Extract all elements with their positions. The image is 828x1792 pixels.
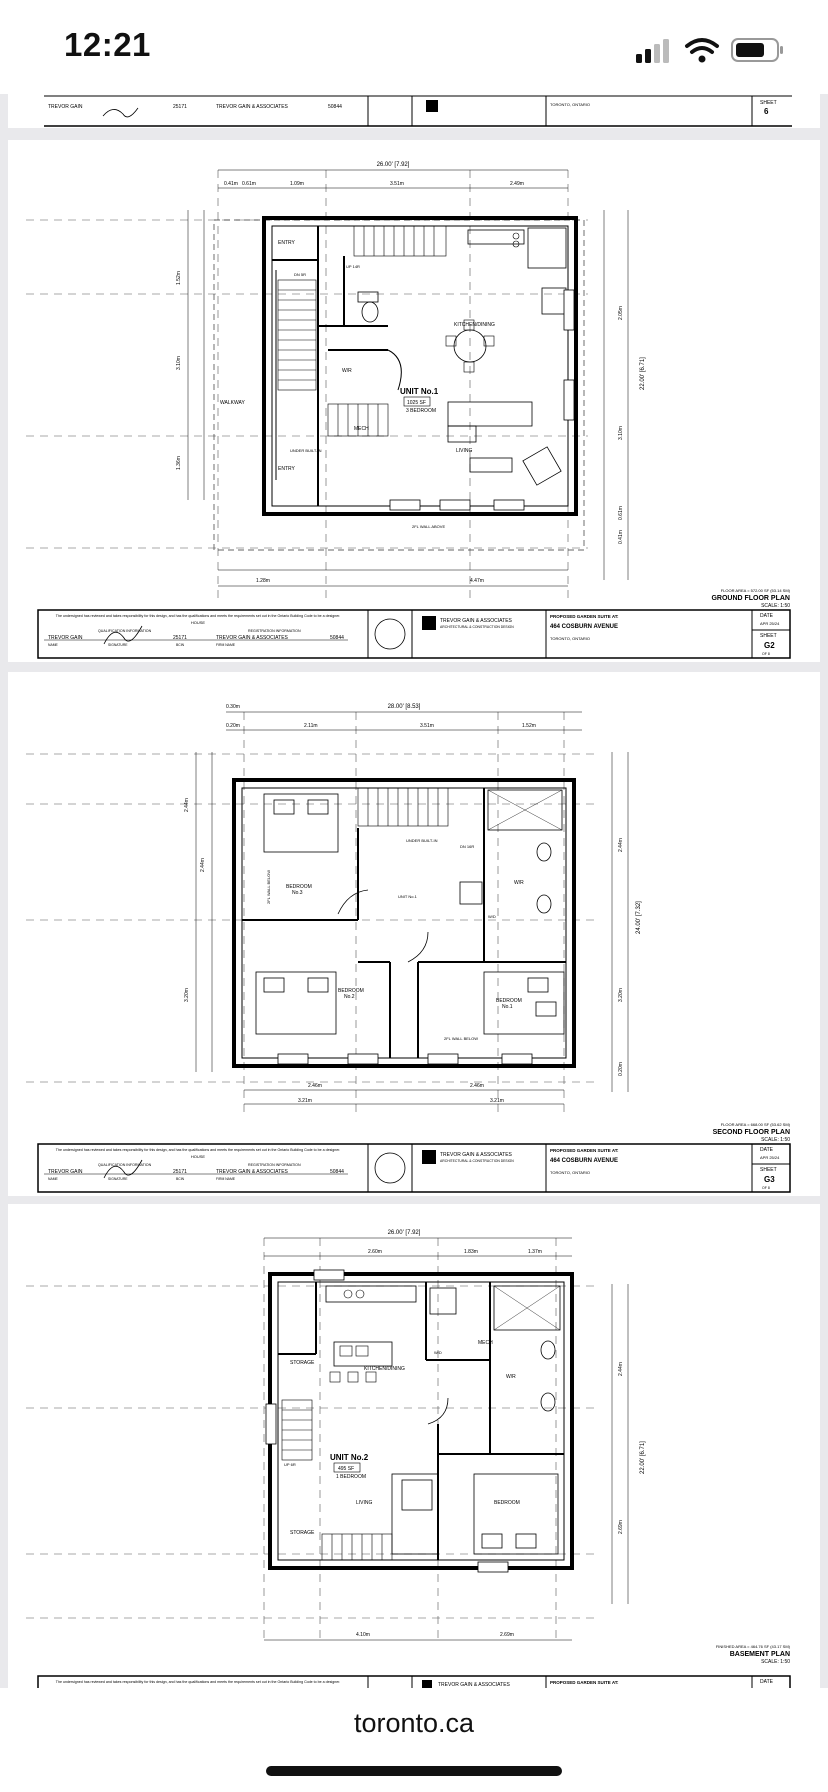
sheet-number: G3 (764, 1175, 775, 1184)
wall-below-note: 2FL WALL BELOW (266, 869, 271, 904)
room-label-mech: MECH (354, 426, 369, 432)
project-address: 464 COSBURN AVENUE (550, 624, 619, 630)
unit-bedrooms: 3 BEDROOM (406, 408, 437, 414)
city: TORONTO, ONTARIO (550, 102, 591, 107)
designer-bcin: 25171 (173, 1169, 187, 1175)
dim-label: 4.47m (470, 578, 484, 584)
dim-label: 1.28m (256, 578, 270, 584)
category-label: HOUSE (190, 620, 206, 625)
room-label-bedroom-2-no: No.2 (344, 994, 355, 1000)
sheet-number: G2 (764, 641, 775, 650)
wall-below-note: 2FL WALL BELOW (444, 1036, 479, 1041)
firm-logo-text: TREVOR GAIN & ASSOCIATES (440, 618, 512, 624)
dim-label: 2.44m (200, 858, 206, 872)
overall-depth-dim: 22.00' [6.71] (640, 1441, 646, 1474)
dim-label: 3.10m (618, 426, 624, 440)
ground-floor-drawing (8, 140, 820, 662)
unit-bedrooms: 1 BEDROOM (336, 1474, 367, 1480)
plan-sheet-partial (8, 94, 820, 128)
dim-label: 1.37m (528, 1249, 542, 1255)
room-label-wd: W/D (488, 914, 496, 919)
date-value: APR 25/24 (760, 1155, 780, 1160)
plan-title: GROUND FLOOR PLAN (711, 595, 790, 602)
dim-label: 3.21m (298, 1098, 312, 1104)
dim-label: 0.61m (242, 181, 256, 187)
dim-label: 2.69m (500, 1632, 514, 1638)
dim-label: 3.51m (420, 723, 434, 729)
designer-name: TREVOR GAIN (48, 104, 83, 110)
firm-logo-icon (422, 1150, 436, 1164)
category-label: HOUSE (190, 1154, 206, 1159)
firm-logo-text: TREVOR GAIN & ASSOCIATES (438, 1682, 510, 1688)
battery-icon (732, 39, 783, 61)
dim-label: 3.21m (490, 1098, 504, 1104)
dim-label: 3.10m (176, 356, 182, 370)
seal-stamp (375, 1153, 405, 1183)
city: TORONTO, ONTARIO (550, 636, 591, 641)
sheet-of: OF 8 (762, 1186, 770, 1190)
designer-bcin: 25171 (173, 104, 187, 110)
date-label: DATE (760, 1147, 773, 1153)
room-label-walkway: WALKWAY (220, 400, 245, 406)
dim-label: 0.61m (618, 506, 624, 520)
firm-label: FIRM NAME (216, 643, 236, 647)
builtin-note: UNDER BUILT-IN (406, 838, 438, 843)
dim-label: 3.20m (618, 988, 624, 1002)
unit-label: UNIT No.2 (330, 1453, 369, 1462)
dim-label: 2.49m (510, 181, 524, 187)
dim-label: 2.46m (308, 1083, 322, 1089)
dim-label: 1.52m (522, 723, 536, 729)
dim-label: 2.44m (618, 838, 624, 852)
builtin-note: UNDER BUILT-IN (290, 448, 322, 453)
name-label: NAME (48, 1177, 58, 1181)
firm-tagline: ARCHITECTURAL & CONSTRUCTION DESIGN (440, 625, 514, 629)
dim-label: 0.20m (226, 723, 240, 729)
room-label-storage: STORAGE (290, 1360, 315, 1366)
bcin-label: BCIN (176, 1177, 185, 1181)
sheet-label: SHEET (760, 633, 777, 639)
status-icons (632, 34, 792, 66)
firm-logo-icon (426, 100, 438, 112)
plan-title: SECOND FLOOR PLAN (712, 1129, 790, 1136)
plan-scale: SCALE: 1:50 (761, 1659, 790, 1665)
signature-scribble (103, 108, 138, 117)
dim-label: 1.36m (176, 456, 182, 470)
qualification-label: QUALIFICATION INFORMATION (98, 629, 152, 633)
second-floor-drawing (8, 672, 820, 1196)
dim-label: 2.44m (184, 798, 190, 812)
project-label: PROPOSED GARDEN SUITE AT: (550, 614, 619, 619)
stair-note: UP 6R (284, 1462, 296, 1467)
room-label-living: LIVING (456, 448, 473, 454)
plan-title: BASEMENT PLAN (729, 1651, 790, 1658)
plan-sheet-second-floor (8, 672, 820, 1196)
overall-width-dim: 28.00' [8.53] (387, 704, 421, 710)
designer-bcin: 25171 (173, 635, 187, 641)
firm-logo-icon (422, 1680, 432, 1688)
cellular-signal-icon (636, 39, 669, 63)
overall-width-dim: 26.00' [7.92] (376, 162, 410, 168)
room-label-wr: W/R (506, 1374, 516, 1380)
project-address: 464 COSBURN AVENUE (550, 1158, 619, 1164)
dim-label: 1.09m (290, 181, 304, 187)
bcin-label: BCIN (176, 643, 185, 647)
stair-note: UP 14R (346, 264, 360, 269)
room-label-bedroom-1: BEDROOM (496, 998, 522, 1004)
room-label-wd: W/D (434, 1350, 442, 1355)
overall-depth-dim: 22.00' [6.71] (640, 357, 646, 390)
room-label-bedroom-2: BEDROOM (338, 988, 364, 994)
floor-area: FLOOR AREA = 572.00 SF (53.14 SM) (720, 588, 790, 593)
project-label: PROPOSED GARDEN SUITE AT: (550, 1680, 619, 1685)
dim-label: 1.83m (464, 1249, 478, 1255)
signature-label: SIGNATURE (108, 643, 128, 647)
room-label-storage: STORAGE (290, 1530, 315, 1536)
wall-above-note: 2FL WALL ABOVE (412, 524, 446, 529)
city: TORONTO, ONTARIO (550, 1170, 591, 1175)
room-label-bedroom: BEDROOM (494, 1500, 520, 1506)
sheet-of: OF 8 (762, 652, 770, 656)
floor-area: FINISHED AREA = 464.76 SF (43.17 SM) (715, 1644, 790, 1649)
dim-label: 2.44m (618, 1362, 624, 1376)
overall-width-dim: 26.00' [7.92] (387, 1230, 421, 1236)
firm-bcin: 50844 (330, 1169, 344, 1175)
firm-bcin: 50844 (328, 104, 342, 110)
responsibility-text: The undersigned has reviewed and takes responsibility for this design, and has the qualifications and meets the requirements set out in the Ontario Building Code to be a designer. (55, 1148, 341, 1152)
overall-depth-dim: 24.00' [7.32] (636, 901, 642, 934)
home-indicator[interactable] (266, 1766, 562, 1776)
dim-label: 2.46m (470, 1083, 484, 1089)
sheet-number: 6 (764, 107, 769, 116)
registration-label: REGISTRATION INFORMATION (248, 1163, 301, 1167)
signature-label: SIGNATURE (108, 1177, 128, 1181)
room-label-wr: W/R (342, 368, 352, 374)
floor-area: FLOOR AREA = 668.00 SF (53.62 SM) (720, 1122, 790, 1127)
browser-bottom-bar (0, 1688, 828, 1792)
room-label-living: LIVING (356, 1500, 373, 1506)
seal-stamp (375, 619, 405, 649)
dim-label: 0.41m (224, 181, 238, 187)
firm-name: TREVOR GAIN & ASSOCIATES (216, 1169, 288, 1175)
registration-label: REGISTRATION INFORMATION (248, 629, 301, 633)
plan-scale: SCALE: 1:50 (761, 1137, 790, 1143)
sheet-label: SHEET (760, 1167, 777, 1173)
room-label-bedroom-1-no: No.1 (502, 1004, 513, 1010)
sheet-label: SHEET (760, 100, 777, 106)
room-label-entry: ENTRY (278, 466, 295, 472)
date-label: DATE (760, 613, 773, 619)
dim-label: 2.60m (368, 1249, 382, 1255)
designer-name: TREVOR GAIN (48, 635, 83, 641)
room-label-kitchen: KITCHEN/DINING (454, 322, 495, 328)
room-label-entry: ENTRY (278, 240, 295, 246)
firm-logo-text: TREVOR GAIN & ASSOCIATES (440, 1152, 512, 1158)
dim-label: 0.30m (226, 704, 240, 710)
name-label: NAME (48, 643, 58, 647)
unit-label: UNIT No.1 (400, 387, 439, 396)
room-label-wr: W/R (514, 880, 524, 886)
unit-area: 1025 SF (407, 400, 426, 406)
dim-label: 2.11m (304, 723, 318, 729)
date-value: APR 25/24 (760, 621, 780, 626)
stair-note: DN 16R (460, 844, 475, 849)
responsibility-text: The undersigned has reviewed and takes responsibility for this design, and has the qualifications and meets the requirements set out in the Ontario Building Code to be a designer. (55, 614, 341, 618)
dim-label: 1.52m (176, 271, 182, 285)
date-label: DATE (760, 1679, 773, 1685)
project-label: PROPOSED GARDEN SUITE AT: (550, 1148, 619, 1153)
stair-note: DN 5R (294, 272, 307, 277)
status-bar (0, 0, 828, 94)
basement-drawing (8, 1204, 820, 1688)
room-label-bedroom-3: BEDROOM (286, 884, 312, 890)
dim-label: 0.20m (618, 1062, 624, 1076)
firm-logo-icon (422, 616, 436, 630)
dim-label: 2.05m (618, 306, 624, 320)
dim-label: 4.10m (356, 1632, 370, 1638)
plan-scale: SCALE: 1:50 (761, 603, 790, 609)
plan-sheet-ground-floor (8, 140, 820, 662)
firm-bcin: 50844 (330, 635, 344, 641)
firm-label: FIRM NAME (216, 1177, 236, 1181)
status-time: 12:21 (64, 26, 151, 63)
room-label-bedroom-3-no: No.3 (292, 890, 303, 896)
unit-label: UNIT No.1 (398, 894, 417, 899)
unit-area: 495 SF (338, 1466, 355, 1472)
responsibility-text: The undersigned has reviewed and takes responsibility for this design, and has the qualifications and meets the requirements set out in the Ontario Building Code to be a designer. (55, 1680, 341, 1684)
firm-tagline: ARCHITECTURAL & CONSTRUCTION DESIGN (440, 1159, 514, 1163)
room-label-mech: MECH (478, 1340, 493, 1346)
qualification-label: QUALIFICATION INFORMATION (98, 1163, 152, 1167)
dim-label: 2.69m (618, 1520, 624, 1534)
room-label-kitchen: KITCHEN/DINING (364, 1366, 405, 1372)
dim-label: 3.51m (390, 181, 404, 187)
dim-label: 0.41m (618, 530, 624, 544)
firm-name: TREVOR GAIN & ASSOCIATES (216, 635, 288, 641)
address-bar[interactable]: toronto.ca (353, 1708, 475, 1738)
wifi-icon (687, 40, 717, 63)
plan-sheet-basement (8, 1204, 820, 1688)
designer-name: TREVOR GAIN (48, 1169, 83, 1175)
dim-label: 3.20m (184, 988, 190, 1002)
firm-name: TREVOR GAIN & ASSOCIATES (216, 104, 288, 110)
